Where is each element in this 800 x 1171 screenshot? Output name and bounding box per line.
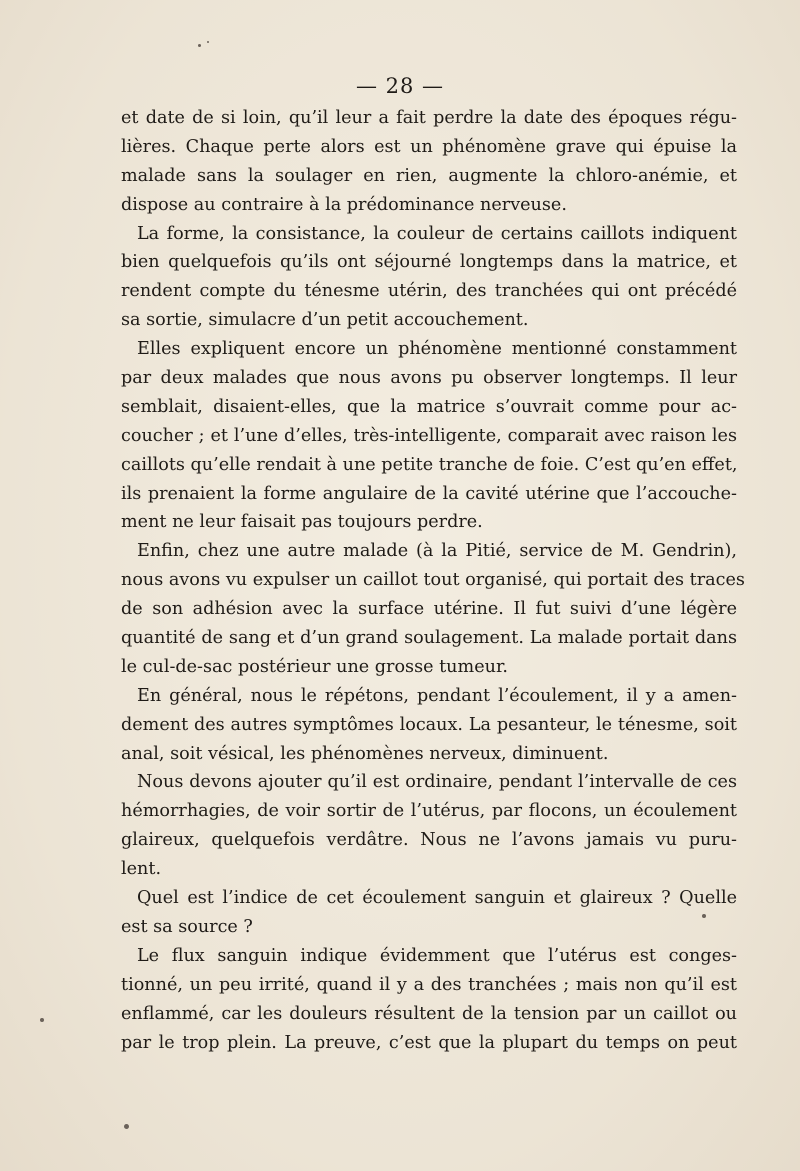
text-line: de son adhésion avec la surface utérine. Il fut suivi d’une légère (121, 599, 737, 620)
text-line: quantité de sang et d’un grand soulagement. La malade portait dans (121, 628, 737, 649)
text-line: ment ne leur faisait pas toujours perdre. (121, 512, 483, 533)
paragraph-1 (121, 104, 737, 220)
page-number: — 28 — (355, 74, 445, 98)
paragraph-4 (121, 537, 745, 681)
text-line: sa sortie, simulacre d’un petit accouchement. (121, 310, 529, 331)
text-line: tionné, un peu irrité, quand il y a des tranchées ; mais non qu’il est (121, 974, 737, 995)
text-line: caillots qu’elle rendait à une petite tranche de foie. C’est qu’en effet, (121, 454, 738, 475)
paper-speck (124, 1124, 129, 1129)
paper-speck (702, 914, 706, 918)
text-line: lières. Chaque perte alors est un phénomène grave qui épuise la (121, 136, 737, 157)
text-line: nous avons vu expulser un caillot tout organisé, qui portait des traces (121, 570, 745, 591)
text-line: Quel est l’indice de cet écoulement sanguin et glaireux ? Quelle (137, 888, 737, 909)
text-line: par le trop plein. La preuve, c’est que la plupart du temps on peut (121, 1032, 737, 1053)
text-line: La forme, la consistance, la couleur de certains caillots indiquent (137, 223, 737, 244)
paper-speck (198, 44, 201, 47)
paper-speck (40, 1018, 44, 1022)
text-line: coucher ; et l’une d’elles, très-intelligente, comparait avec raison les (121, 425, 737, 446)
paragraph-6 (121, 768, 737, 884)
paragraph-5 (121, 682, 737, 769)
text-line: le cul-de-sac postérieur une grosse tumeur. (121, 656, 509, 677)
text-line: bien quelquefois qu’ils ont séjourné longtemps dans la matrice, et (121, 252, 737, 273)
text-line: lent. (121, 859, 162, 880)
text-line: malade sans la soulager en rien, augmente la chloro-anémie, et (121, 165, 737, 186)
text-line: ils prenaient la forme angulaire de la cavité utérine que l’accouche- (121, 483, 737, 504)
text-line: Enfin, chez une autre malade (à la Pitié, service de M. Gendrin), (137, 541, 737, 562)
text-line: par deux malades que nous avons pu observer longtemps. Il leur (121, 368, 737, 389)
text-line: dispose au contraire à la prédominance nerveuse. (121, 194, 567, 215)
paragraph-8 (121, 942, 737, 1058)
text-line: et date de si loin, qu’il leur a fait perdre la date des époques régu- (121, 108, 737, 128)
text-line: enflammé, car les douleurs résultent de la tension par un caillot ou (121, 1003, 737, 1024)
text-line: dement des autres symptômes locaux. La pesanteur, le ténesme, soit (121, 714, 737, 735)
paragraph-3 (121, 335, 737, 537)
text-line: rendent compte du ténesme utérin, des tranchées qui ont précédé (121, 281, 737, 302)
text-line: anal, soit vésical, les phénomènes nerveux, diminuent. (121, 743, 609, 764)
text-line: est sa source ? (121, 916, 253, 937)
text-line: hémorrhagies, de voir sortir de l’utérus, par flocons, un écoulement (121, 801, 737, 822)
body-text (121, 104, 745, 1057)
text-line: glaireux, quelquefois verdâtre. Nous ne l’avons jamais vu puru- (121, 830, 737, 851)
text-line: En général, nous le répétons, pendant l’écoulement, il y a amen- (137, 685, 737, 706)
text-line: Le flux sanguin indique évidemment que l’utérus est conges- (137, 945, 737, 966)
text-line: semblait, disaient-elles, que la matrice s’ouvrait comme pour ac- (121, 396, 737, 417)
paragraph-7 (121, 884, 737, 942)
paper-speck (207, 41, 209, 43)
text-line: Nous devons ajouter qu’il est ordinaire, pendant l’intervalle de ces (137, 772, 737, 793)
text-line: Elles expliquent encore un phénomène mentionné constamment (137, 339, 737, 360)
paragraph-2 (121, 220, 737, 336)
